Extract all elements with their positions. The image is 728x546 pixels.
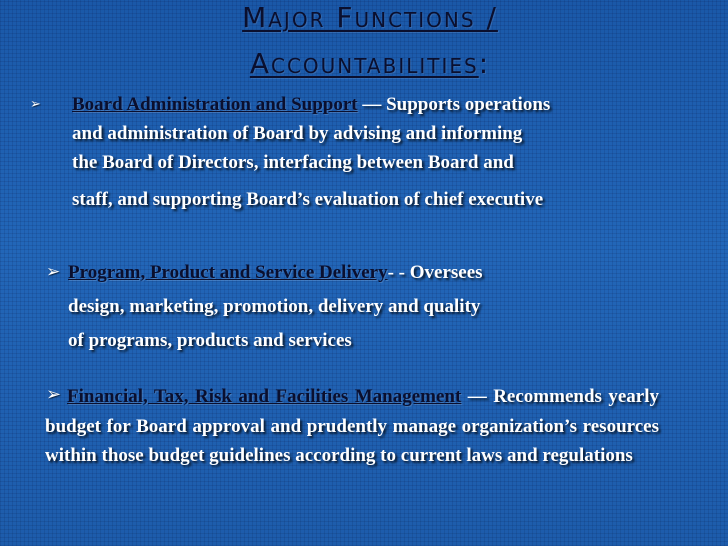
bullet-term: Financial, Tax, Risk and Facilities Management — [67, 386, 462, 407]
bullet-arrow-icon: ➢ — [30, 97, 41, 112]
title-colon: : — [478, 47, 491, 80]
bullet-text-line3: the Board of Directors, interfacing between Board and — [72, 152, 514, 173]
bullet-text-line3: of programs, products and services — [68, 330, 352, 351]
bullet-text-line4: staff, and supporting Board’s evaluation of chief executive — [72, 189, 544, 210]
bullet-arrow-icon: ➢ — [46, 384, 62, 405]
bullet-text-line1: — Supports operations — [357, 94, 551, 115]
bullet-text-line2: design, marketing, promotion, delivery and quality — [68, 296, 481, 317]
bullet-item-board-administration — [72, 90, 712, 214]
bullet-text-body: — Recommends yearly budget for Board approval and prudently manage organization’s resources within those budget guidelines according to current laws and regulations — [45, 386, 659, 466]
title-text-1: Major Functions / — [242, 1, 498, 34]
title-text-2: Accountabilities — [249, 47, 479, 80]
slide-title-line1 — [120, 1, 620, 34]
slide-title-line2 — [120, 47, 620, 80]
bullet-arrow-icon: ➢ — [46, 262, 61, 282]
bullet-item-program-delivery — [68, 256, 688, 358]
bullet-text-line2: and administration of Board by advising and informing — [72, 123, 523, 144]
bullet-item-financial-management — [45, 382, 659, 471]
bullet-term: Program, Product and Service Delivery — [68, 262, 388, 283]
bullet-text-line1: - - Oversees — [387, 262, 483, 283]
bullet-term: Board Administration and Support — [72, 94, 358, 115]
